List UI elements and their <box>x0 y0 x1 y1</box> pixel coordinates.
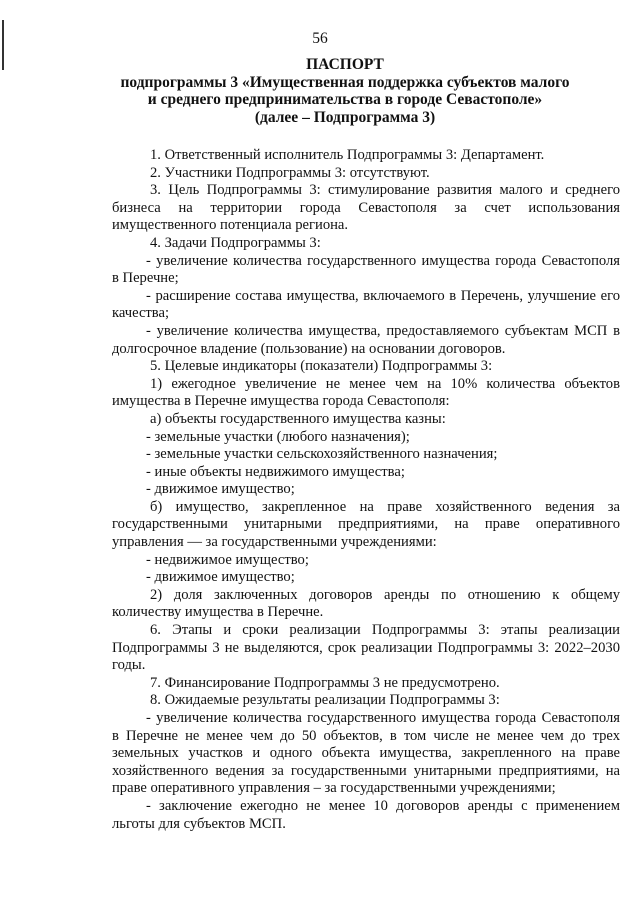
title-line: (далее – Подпрограмма 3) <box>254 108 436 126</box>
paragraph-stages: 6. Этапы и сроки реализации Подпрограммы 3: этапы реализации Подпрограммы 3 не выделяются, срок реализации Подпрограммы 3: 2022–2030 годы. <box>112 622 620 674</box>
paragraph-responsible-executor: 1. Ответственный исполнитель Подпрограммы 3: Департамент. <box>150 147 545 163</box>
list-item: - движимое имущество; <box>146 481 295 498</box>
list-item: - иные объекты недвижимого имущества; <box>146 463 405 480</box>
document-title <box>100 56 590 126</box>
list-item-indicator: 1) ежегодное увеличение не менее чем на 10% количества объектов имущества в Перечне имущества города Севастополя: <box>112 375 620 410</box>
list-item: - движимое имущество; <box>146 569 295 586</box>
paragraph-financing: 7. Финансирование Подпрограммы 3 не предусмотрено. <box>150 674 500 691</box>
paragraph-indicators-heading: 5. Целевые индикаторы (показатели) Подпрограммы 3: <box>150 358 493 375</box>
page-number: 56 <box>312 30 328 47</box>
list-item-task: - увеличение количества имущества, предоставляемого субъектам МСП в долгосрочное владение (пользование) на основании договоров. <box>112 322 620 357</box>
title-line: и среднего предпринимательства в городе Севастополе» <box>147 91 543 108</box>
list-item: - земельные участки сельскохозяйственного назначения; <box>146 446 498 463</box>
list-item-result: - заключение ежегодно не менее 10 договоров аренды с применением льготы для субъектов МСП. <box>112 797 620 832</box>
title-line: подпрограммы 3 «Имущественная поддержка субъектов малого <box>120 73 570 91</box>
document-body <box>112 147 620 833</box>
paragraph-tasks-heading: 4. Задачи Подпрограммы 3: <box>150 234 321 251</box>
list-item-task: - расширение состава имущества, включаемого в Перечень, улучшение его качества; <box>112 287 620 322</box>
paragraph-goal: 3. Цель Подпрограммы 3: стимулирование развития малого и среднего бизнеса на территории города Севастополя за счет использования имущественного потенциала региона. <box>112 182 620 234</box>
paragraph-results-heading: 8. Ожидаемые результаты реализации Подпрограммы 3: <box>150 692 500 709</box>
list-item: - земельные участки (любого назначения); <box>146 428 410 445</box>
list-item-indicator: 2) доля заключенных договоров аренды по отношению к общему количеству имущества в Перечне. <box>112 586 620 621</box>
list-item-subheading: б) имущество, закрепленное на праве хозяйственного ведения за государственными унитарными предприятиями, на праве оперативного управления — за государственными учреждениями: <box>112 498 620 551</box>
list-item-task: - увеличение количества государственного имущества города Севастополя в Перечне; <box>112 252 620 287</box>
paragraph-participants: 2. Участники Подпрограммы 3: отсутствуют. <box>150 164 430 181</box>
title-heading: ПАСПОРТ <box>306 56 384 73</box>
list-item-subheading: а) объекты государственного имущества казны: <box>150 410 446 427</box>
list-item: - недвижимое имущество; <box>146 551 309 568</box>
list-item-result: - увеличение количества государственного имущества города Севастополя в Перечне не менее чем до 50 объектов, в том числе не менее чем до трех земельных участков и одного объекта имущества, закрепленного на праве хозяйственного ведения за государственными унитарными предприятиями, на праве оперативного управления – за государственными учреждениями; <box>112 710 620 797</box>
